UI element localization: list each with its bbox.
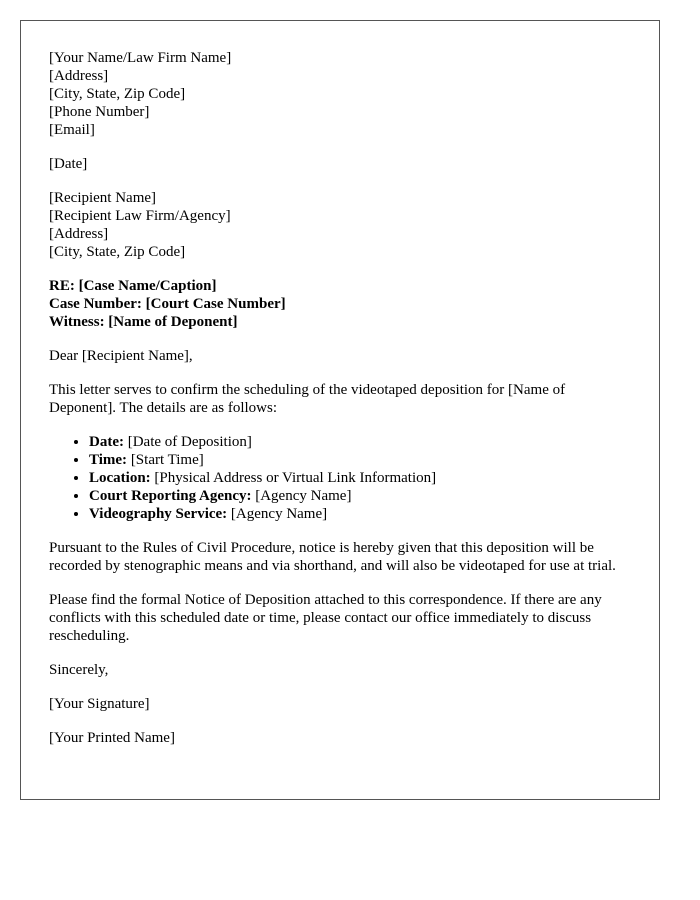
letter-date: [Date] (49, 156, 88, 172)
detail-value: [Date of Deposition] (123, 434, 252, 450)
detail-label: Time: (89, 452, 128, 468)
recipient-firm: [Recipient Law Firm/Agency] (49, 208, 231, 224)
recipient-address: [Address] (49, 226, 109, 242)
recipient-city: [City, State, Zip Code] (49, 244, 186, 260)
re-case: RE: [Case Name/Caption] (49, 278, 217, 294)
detail-item-videography (89, 505, 631, 523)
detail-item-time (89, 451, 631, 469)
re-witness: Witness: [Name of Deponent] (49, 314, 238, 330)
notice-paragraph: Pursuant to the Rules of Civil Procedure, notice is hereby given that this deposition will be recorded by stenographic means and via shorthand, and will also be videotaped for use at trial. (49, 540, 616, 574)
signature-line: [Your Signature] (49, 696, 150, 712)
re-block (49, 277, 631, 331)
recipient-block (49, 189, 631, 261)
printed-name-line: [Your Printed Name] (49, 730, 175, 746)
recipient-name: [Recipient Name] (49, 190, 157, 206)
detail-item-location (89, 469, 631, 487)
deposition-details-list (49, 433, 631, 523)
detail-label: Location: (89, 470, 151, 486)
closing: Sincerely, (49, 662, 109, 678)
intro-paragraph: This letter serves to confirm the scheduling of the videotaped deposition for [Name of Deponent]. The details are as follows: (49, 382, 566, 416)
detail-value: [Agency Name] (251, 488, 352, 504)
attachment-paragraph: Please find the formal Notice of Deposition attached to this correspondence. If there are any conflicts with this scheduled date or time, please contact our office immediately to discuss rescheduling. (49, 592, 602, 644)
sender-email: [Email] (49, 122, 95, 138)
sender-name: [Your Name/Law Firm Name] (49, 50, 232, 66)
sender-block (49, 49, 631, 139)
sender-phone: [Phone Number] (49, 104, 150, 120)
detail-value: [Agency Name] (227, 506, 328, 522)
detail-label: Videography Service: (89, 506, 228, 522)
letter-page (20, 20, 660, 800)
sender-city: [City, State, Zip Code] (49, 86, 186, 102)
salutation: Dear [Recipient Name], (49, 348, 193, 364)
detail-item-court-reporting (89, 487, 631, 505)
re-case-number: Case Number: [Court Case Number] (49, 296, 286, 312)
sender-address: [Address] (49, 68, 109, 84)
detail-label: Court Reporting Agency: (89, 488, 252, 504)
date-block (49, 155, 631, 173)
detail-item-date (89, 433, 631, 451)
detail-value: [Physical Address or Virtual Link Information] (150, 470, 437, 486)
detail-label: Date: (89, 434, 124, 450)
detail-value: [Start Time] (127, 452, 204, 468)
